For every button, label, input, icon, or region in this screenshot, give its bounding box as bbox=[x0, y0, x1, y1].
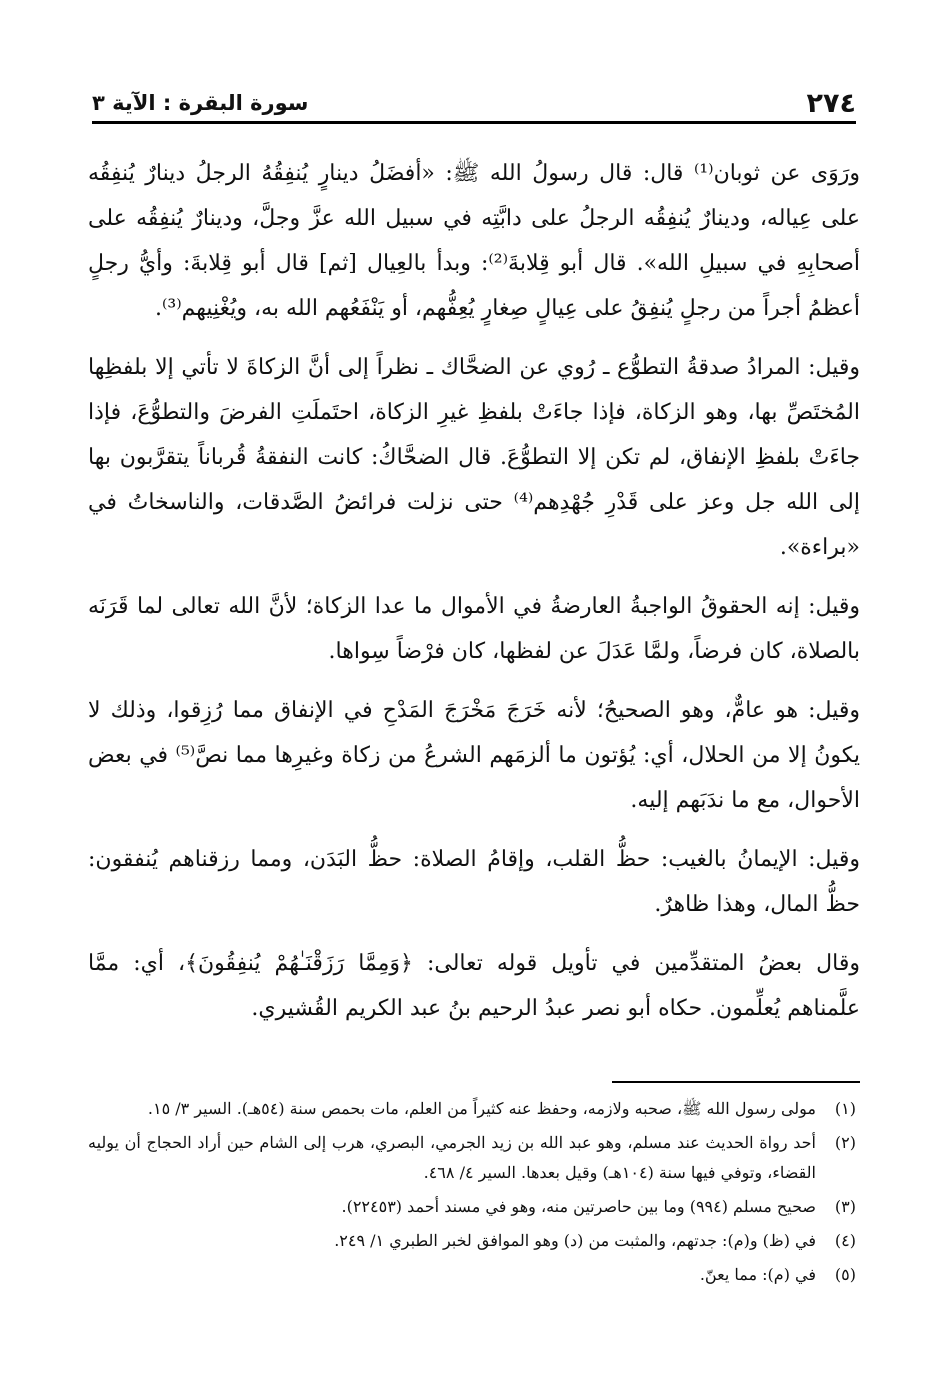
page-number: ٢٧٤ bbox=[806, 87, 856, 119]
footnote-number: (٢) bbox=[834, 1133, 856, 1152]
header-divider bbox=[92, 121, 856, 124]
footnote bbox=[88, 1226, 856, 1256]
footnote-number: (٤) bbox=[834, 1231, 856, 1250]
footnote bbox=[88, 1128, 856, 1188]
footnotes bbox=[88, 1094, 856, 1294]
footnote-text: أحد رواة الحديث عند مسلم، وهو عبد الله بن زيد الجرمي، البصري، هرب إلى الشام حين أراد الحجاج أن يوليه القضاء، وتوفي فيها سنة (١٠٤هـ) وقيل بعدها. السير ٤/ ٤٦٨. bbox=[88, 1133, 817, 1182]
footnote-text: في (م): مما يعنّ. bbox=[699, 1265, 816, 1284]
paragraph: وقال بعضُ المتقدِّمين في تأويل قوله تعالى: ﴿وَمِمَّا رَزَقْنَـٰهُمْ يُنفِقُونَ﴾، أي: ممَّا علَّمناهم يُعلِّمون. حكاه أبو نصر عبدُ الرحيم بنُ عبد الكريم القُشيري. bbox=[88, 951, 860, 1021]
running-title: سورة البقرة : الآية ٣ bbox=[92, 91, 309, 115]
footnote bbox=[88, 1192, 856, 1222]
paragraph: وقيل: الإيمانُ بالغيب: حظُّ القلب، وإقامُ الصلاة: حظُّ البَدَن، ومما رزقناهم يُنفقون: حظُّ المال، وهذا ظاهرٌ. bbox=[88, 847, 860, 917]
footnote bbox=[88, 1260, 856, 1290]
paragraph: وقيل: المرادُ صدقةُ التطوُّع ـ رُوي عن الضحَّاك ـ نظراً إلى أنَّ الزكاةَ لا تأتي إلا بلفظِها المُختَصِّ بها، وهو الزكاة، فإذا جاءَتْ بلفظِ غيرِ الزكاة، احتَملَتِ الفرضَ والتطوُّعَ، فإذا جاءَتْ بلفظِ الإنفاق، لم تكن إلا التطوُّعَ. قال الضحَّاكُ: كانت النفقةُ قُرباناً يتقرَّبون بها إلى الله جل وعز على قَدْرِ جُهْدِهم⁽⁴⁾ حتى نزلت فرائضُ الصَّدقات، والناسخاتُ في «براءة». bbox=[88, 355, 860, 560]
footnote-text: في (ظ) و(م): جدتهم، والمثبت من (د) وهو الموافق لخبر الطبري ١/ ٢٤٩. bbox=[334, 1231, 816, 1250]
main-text bbox=[88, 150, 860, 1044]
paragraph: وقيل: هو عامٌّ، وهو الصحيحُ؛ لأنه خَرَجَ مَخْرَجَ المَدْحِ في الإنفاق مما رُزِقوا، وذلك لا يكونُ إلا من الحلال، أي: يُؤتون ما ألزمَهم الشرعُ من زكاة وغيرِها مما نصَّ⁽⁵⁾ في بعض الأحوال، مع ما ندَبَهم إليه. bbox=[88, 698, 860, 813]
footnote-text: صحيح مسلم (٩٩٤) وما بين حاصرتين منه، وهو في مسند أحمد (٢٢٤٥٣). bbox=[341, 1197, 816, 1216]
footnote-divider bbox=[612, 1081, 860, 1083]
footnote-number: (٣) bbox=[834, 1197, 856, 1216]
footnote-number: (١) bbox=[834, 1099, 856, 1118]
footnote-number: (٥) bbox=[834, 1265, 856, 1284]
footnote bbox=[88, 1094, 856, 1124]
paragraph: ورَوَى عن ثوبان⁽¹⁾ قال: قال رسولُ الله ﷺ: «أفضَلُ دينارٍ يُنفِقُهُ الرجلُ دينارٌ يُنفِقُه على عِياله، ودينارٌ يُنفِقُه الرجلُ على دابَّتِه في سبيل الله عزَّ وجلَّ، ودينارٌ يُنفِقُه على أصحابِهِ في سبيلِ الله». قال أبو قِلابةَ⁽²⁾: وبدأ بالعِيال [ثم] قال أبو قِلابةَ: وأيُّ رجلٍ أعظمُ أجراً من رجلٍ يُنفِقُ على عِيالٍ صِغارٍ يُعِفُّهم، أو يَنْفَعُهم الله به، ويُغْنِيهم⁽³⁾. bbox=[88, 161, 860, 321]
footnote-text: مولى رسول الله ﷺ، صحبه ولازمه، وحفظ عنه كثيراً من العلم، مات بحمص سنة (٥٤هـ). السير ٣/ ١٥. bbox=[147, 1099, 816, 1118]
page-header bbox=[92, 84, 856, 122]
paragraph: وقيل: إنه الحقوقُ الواجبةُ العارضةُ في الأموال ما عدا الزكاة؛ لأنَّ الله تعالى لما قَرَنَه بالصلاة، كان فرضاً، ولمَّا عَدَلَ عن لفظها، كان فرْضاً سِواها. bbox=[88, 594, 860, 664]
